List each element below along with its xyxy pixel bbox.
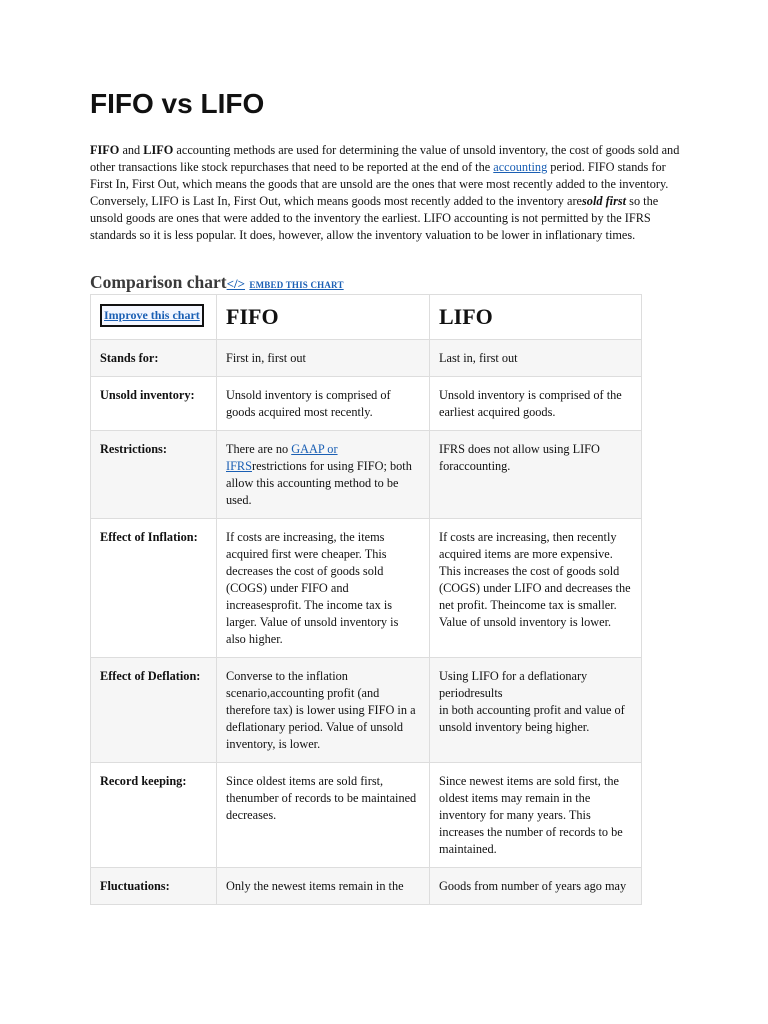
comparison-table (90, 294, 642, 905)
table-row (91, 377, 642, 431)
table-header-row (91, 295, 642, 340)
comparison-heading: Comparison chart (90, 272, 227, 292)
lifo-cell: If costs are increasing, then recently acquired items are more expensive. This increases the cost of goods sold (COGS) under LIFO and decreases the net profit. Theincome tax is smaller. Value of unsold inventory is lower. (430, 519, 642, 658)
embed-code-icon[interactable]: </> (226, 276, 246, 291)
intro-text-3: so the unsold goods are ones that were added to the inventory the earliest. LIFO accounting is not permitted by the IFRS standards so it is less popular. It does, however, allow the inventory valuation to be lower in inflationary times. (90, 194, 659, 242)
lifo-cell: Unsold inventory is comprised of the earliest acquired goods. (430, 377, 642, 431)
intro-fifo-term: FIFO (90, 143, 120, 157)
table-row (91, 519, 642, 658)
fifo-cell: Since oldest items are sold first, thenumber of records to be maintained decreases. (217, 763, 430, 868)
table-row (91, 658, 642, 763)
lifo-cell: Goods from number of years ago may (430, 868, 642, 905)
fifo-cell: Unsold inventory is comprised of goods acquired most recently. (217, 377, 430, 431)
fifo-cell: If costs are increasing, the items acquired first were cheaper. This decreases the cost of goods sold (COGS) under FIFO and increasesprofit. The income tax is larger. Value of unsold inventory is also higher. (217, 519, 430, 658)
restrictions-text-pre: There are no (226, 442, 292, 456)
gaap-ifrs-link[interactable]: GAAP or IFRS (226, 442, 338, 473)
intro-text-2: period. FIFO stands for First In, First Out, which means the goods that are unsold are the ones that were most recently added to the inventory. Conversely, LIFO is Last In, First Out, which means goods most recently added to the inventory are (90, 160, 669, 208)
column-header-fifo: FIFO (217, 295, 430, 340)
table-row (91, 431, 642, 519)
lifo-cell: Since newest items are sold first, the oldest items may remain in the inventory for many years. This increases the number of records to be maintained. (430, 763, 642, 868)
intro-text-1: accounting methods are used for determining the value of unsold inventory, the cost of goods sold and other transactions like stock repurchases that need to be reported at the end of the (90, 143, 680, 174)
lifo-cell: IFRS does not allow using LIFO foraccounting. (430, 431, 642, 519)
page-title: FIFO vs LIFO (90, 88, 265, 119)
row-label: Restrictions: (91, 431, 217, 519)
fifo-cell: Only the newest items remain in the (217, 868, 430, 905)
comparison-heading-row (90, 272, 344, 293)
deflation-lifo-line-2: in both accounting profit and value of unsold inventory being higher. (439, 703, 625, 734)
row-label: Fluctuations: (91, 868, 217, 905)
intro-emphasis: sold first (582, 194, 627, 208)
row-label: Unsold inventory: (91, 377, 217, 431)
accounting-link[interactable]: accounting (493, 160, 548, 174)
row-label: Record keeping: (91, 763, 217, 868)
improve-chart-button[interactable]: Improve this chart (100, 304, 204, 327)
table-row (91, 763, 642, 868)
lifo-cell: Last in, first out (430, 340, 642, 377)
fifo-cell: First in, first out (217, 340, 430, 377)
table-row (91, 340, 642, 377)
column-header-lifo: LIFO (430, 295, 642, 340)
restrictions-text-post: restrictions for using FIFO; both allow this accounting method to be used. (226, 459, 412, 507)
row-label: Stands for: (91, 340, 217, 377)
lifo-cell (430, 658, 642, 763)
intro-paragraph (90, 142, 680, 244)
table-row (91, 868, 642, 905)
fifo-cell: Converse to the inflation scenario,accounting profit (and therefore tax) is lower using FIFO in a deflationary period. Value of unsold inventory, is lower. (217, 658, 430, 763)
intro-lifo-term: LIFO (143, 143, 174, 157)
embed-chart-link[interactable]: EMBED THIS CHART (249, 280, 344, 290)
row-label: Effect of Inflation: (91, 519, 217, 658)
intro-and: and (119, 143, 144, 157)
improve-cell (91, 295, 217, 340)
deflation-lifo-line-1: Using LIFO for a deflationary periodresults (439, 669, 588, 700)
fifo-cell (217, 431, 430, 519)
row-label: Effect of Deflation: (91, 658, 217, 763)
